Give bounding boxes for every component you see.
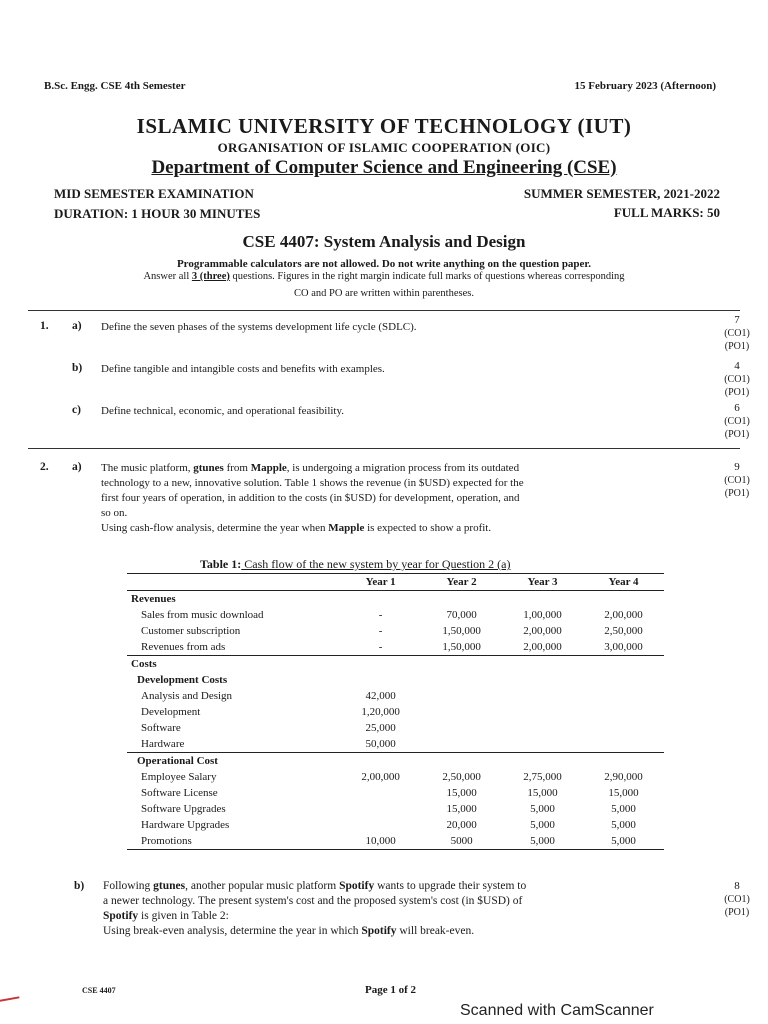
- table-row: Customer subscription - 1,50,000 2,00,000 2,50,000: [141, 625, 643, 637]
- scanner-watermark: Scanned with CamScanner: [460, 1002, 654, 1019]
- question-1-number: 1.: [40, 320, 49, 332]
- table-row: Development 1,20,000: [141, 706, 400, 718]
- exam-type: MID SEMESTER EXAMINATION: [54, 186, 254, 201]
- operational-cost-row: Operational Cost: [137, 755, 218, 767]
- table-row: Software License 15,000 15,000 15,000: [141, 787, 639, 799]
- exam-duration: DURATION: 1 HOUR 30 MINUTES: [54, 206, 261, 221]
- costs-section-row: Costs: [131, 658, 157, 670]
- q1c-marks: 6 (CO1) (PO1): [724, 402, 750, 440]
- exam-date: 15 February 2023 (Afternoon): [574, 80, 716, 92]
- divider: [28, 448, 740, 449]
- page-number: Page 1 of 2: [365, 984, 417, 996]
- q1b-text: Define tangible and intangible costs and benefits with examples.: [101, 363, 385, 375]
- table-row: Software Upgrades 15,000 5,000 5,000: [141, 803, 636, 815]
- q1b-label: b): [72, 362, 83, 374]
- revenues-section-row: Revenues: [127, 591, 664, 608]
- instruction-line-1: Programmable calculators are not allowed. Do not write anything on the question paper.: [176, 258, 592, 270]
- footer-course-code: CSE 4407: [82, 986, 116, 995]
- table-header-row: Year 1 Year 2 Year 3 Year 4: [127, 574, 664, 591]
- q1a-text: Define the seven phases of the systems development life cycle (SDLC).: [101, 321, 417, 333]
- q1c-text: Define technical, economic, and operational feasibility.: [101, 405, 345, 417]
- q2a-marks: 9 (CO1) (PO1): [724, 461, 750, 499]
- table-1-caption: Table 1: Cash flow of the new system by year for Question 2 (a): [200, 557, 511, 571]
- instruction-line-2: Answer all 3 (three) questions. Figures in the right margin indicate full marks of questions whereas corresponding: [143, 271, 625, 282]
- q1c-label: c): [72, 404, 81, 416]
- university-name: ISLAMIC UNIVERSITY OF TECHNOLOGY (IUT): [136, 114, 632, 138]
- cash-flow-table: [127, 573, 664, 850]
- q1a-marks: 7 (CO1) (PO1): [724, 314, 750, 352]
- table-row: Sales from music download - 70,000 1,00,000 2,00,000: [141, 609, 643, 621]
- development-costs-row: Development Costs: [137, 674, 228, 686]
- exam-semester: SUMMER SEMESTER, 2021-2022: [523, 186, 720, 201]
- table-row: Hardware Upgrades 20,000 5,000 5,000: [141, 819, 636, 831]
- q1a-label: a): [72, 320, 82, 332]
- pen-mark: [0, 996, 21, 1007]
- table-row: Software 25,000: [141, 722, 396, 734]
- table-row: Employee Salary 2,00,000 2,50,000 2,75,000 2,90,000: [141, 771, 643, 783]
- organisation-name: ORGANISATION OF ISLAMIC COOPERATION (OIC): [217, 140, 551, 155]
- table-row: Analysis and Design 42,000: [141, 690, 396, 702]
- q1b-marks: 4 (CO1) (PO1): [724, 360, 750, 398]
- q2b-label: b): [74, 880, 85, 892]
- question-2-number: 2.: [40, 461, 49, 473]
- divider: [28, 310, 740, 311]
- instruction-line-3: CO and PO are written within parentheses.: [294, 288, 474, 299]
- q2a-text: The music platform, gtunes from Mapple, is undergoing a migration process from its outdated technology to a new, innovative solution. Table 1 shows the revenue (in $USD) expected for the first four years of operation, in addition to the costs (in $USD) for development, operation, and so on. Using cash-flow analysis, determine the year when Mapple is expected to show a profit.: [101, 462, 524, 534]
- table-row: Revenues from ads - 1,50,000 2,00,000 3,00,000: [127, 639, 664, 656]
- course-title: CSE 4407: System Analysis and Design: [242, 232, 526, 251]
- q2b-text: Following gtunes, another popular music platform Spotify wants to upgrade their system to a newer technology. The present system's cost and the proposed system's cost (in $USD) of Spotify is given in Table 2: Using break-even analysis, determine the year in which Spotify will break-even.: [103, 880, 527, 937]
- table-row: Hardware 50,000: [127, 736, 664, 753]
- q2a-label: a): [72, 461, 82, 473]
- q2b-marks: 8 (CO1) (PO1): [724, 880, 750, 918]
- table-row: Promotions 10,000 5000 5,000 5,000: [127, 833, 664, 850]
- exam-full-marks: FULL MARKS: 50: [613, 205, 720, 220]
- department-name: Department of Computer Science and Engineering (CSE): [151, 157, 617, 178]
- program-label: B.Sc. Engg. CSE 4th Semester: [44, 80, 186, 92]
